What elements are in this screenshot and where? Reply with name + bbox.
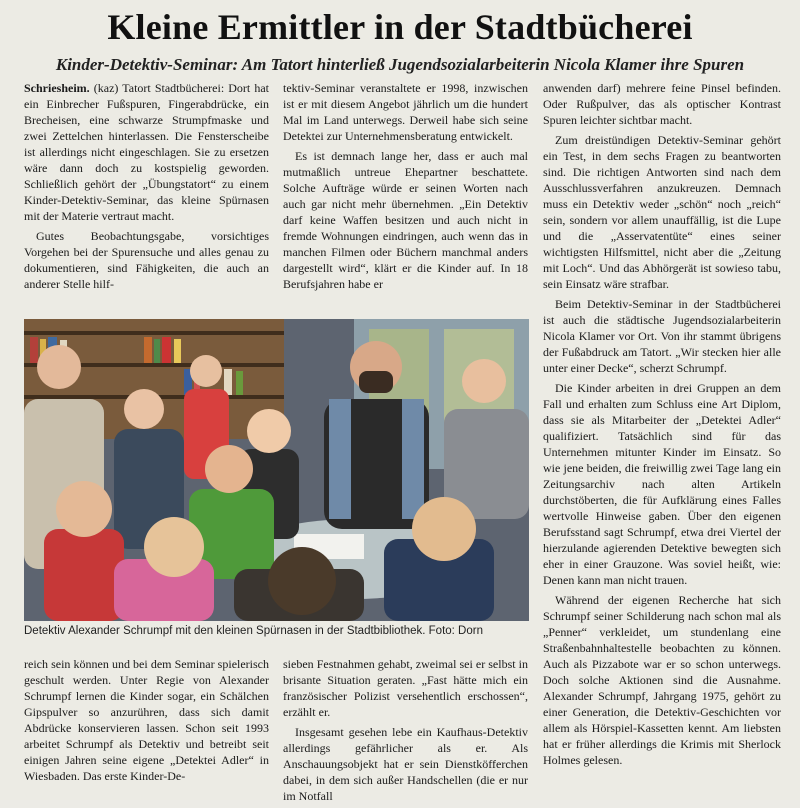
photo-caption: Detektiv Alexander Schrumpf mit den kleinen Spürnasen in der Stadtbibliothek. Foto: Dorn <box>24 625 483 637</box>
column-1 <box>24 80 269 296</box>
subheadline: Kinder-Detektiv-Seminar: Am Tatort hinterließ Jugendsozialarbeiterin Nicola Klamer ihre Spuren <box>55 55 745 74</box>
photo-illustration <box>24 319 529 621</box>
column-1-bottom <box>24 656 269 788</box>
headline: Kleine Ermittler in der Stadtbücherei <box>107 7 693 47</box>
paragraph <box>24 80 269 224</box>
paragraph: Beim Detektiv-Seminar in der Stadtbücherei ist auch die städtische Jugendsozialarbeiterin Nicola Klamer vor Ort. Von ihr stammt übrigens der Fußabdruck am Tatort. „Wir stecken hier alle unter einer Decke“, scherzt Schrumpf. <box>543 297 781 375</box>
paragraph: tektiv-Seminar veranstaltete er 1998, inzwischen ist er mit diesem Angebot jährlich um die hundert Mal im Land unterwegs. Derweil habe sich seine Detektei zur Unternehmensberatung entwickelt. <box>283 81 528 143</box>
paragraph-text: (kaz) Tatort Stadtbücherei: Dort hat ein Einbrecher Fußspuren, Fingerabdrücke, ein Brecheisen, eine schwarze Strumpfmaske und zwei Zettelchen hinterlassen. Die Fensterscheibe ist allerdings nicht eingeschlagen. Sie zu ersetzen wäre dann doch zu kostspielig geworden. Schließlich gehört der „Übungstatort“ zu einem Kinder-Detektiv-Seminar, das kleine Spürnasen mit der Materie vertraut macht. <box>24 81 269 223</box>
paragraph: reich sein können und bei dem Seminar spielerisch geschult werden. Unter Regie von Alexander Schrumpf lernen die Kinder sogar, ein Schälchen Gipspulver so anzurühren, dass sich damit Abdrücke konservieren lassen. Schon seit 1993 arbeitet Schrumpf als Detektiv und betreibt seit einigen Jahren seine eigene „Detektei Adler“ in Wiesbaden. Das erste Kinder-De- <box>24 657 269 783</box>
dateline: Schriesheim. <box>24 81 90 95</box>
column-2-bottom <box>283 656 528 808</box>
paragraph: Die Kinder arbeiten in drei Gruppen an dem Fall und erhalten zum Schluss eine Art Diplom, dass sie als Mitarbeiter der „Detektei Adler“ qualifiziert. Tatsächlich sind für das Unternehmen mitunter Kinder im Einsatz. So wie jene beiden, die freiwillig zwei Tage lang ein Zeitungsarchiv nach alten Artikeln durchstöberten, die für Aufklärung eines Falles wertvolle Hinweise gaben. Über den eigenen Berufsstand sagt Schrumpf, etwa drei Viertel der hierzulande agierenden Detektive bewegten sich eher in einer Grauzone. Was soviel heißt, wie: Denen kann man nicht trauen. <box>543 381 781 587</box>
paragraph: Während der eigenen Recherche hat sich Schrumpf seiner Schilderung nach schon mal als „Penner“ verkleidet, um stundenlang eine Straßenbahnhaltestelle beobachten zu können. Auch als Pizzabote war er so schon unterwegs. Doch solche Aktionen sind die Ausnahme. Alexander Schrumpf, Jahrgang 1975, gehört zu einer Generation, die Detektiv-Geschichten vor allem als Hörspiel-Kassetten kennt. Am liebsten hat er früher allerdings die Krimis mit Sherlock Holmes gelesen. <box>543 593 781 767</box>
paragraph: Gutes Beobachtungsgabe, vorsichtiges Vorgehen bei der Spurensuche und alles genau zu dokumentieren, sind Fähigkeiten, die auch an anderer Stelle hilf- <box>24 229 269 291</box>
article-photo <box>24 319 529 621</box>
paragraph: Zum dreistündigen Detektiv-Seminar gehört ein Test, in dem sechs Fragen zu beantworten sind. Die richtigen Antworten sind nach dem Ausschlussverfahren anzukreuzen. Demnach muss ein Detektiv weder „schön“ noch „reich“ sein, sondern vor allem unauffällig, ist die Lupe und die „Asservatentüte“ eines seiner wichtigsten Hilfsmittel, nicht aber die „Zeitung mit Loch“. Und das Abhörgerät ist sowieso tabu, sein Einsatz wäre strafbar. <box>543 133 781 291</box>
paragraph: Insgesamt gesehen lebe ein Kaufhaus-Detektiv allerdings gefährlicher als er. Als Anschauungsobjekt hat er sein Dienstköfferchen dabei, in dem sich außer Handschellen (die er nur im Notfall <box>283 725 528 803</box>
paragraph: anwenden darf) mehrere feine Pinsel befinden. Oder Rußpulver, das als optischer Kontrast Spuren leichter sichtbar macht. <box>543 81 781 127</box>
column-2 <box>283 80 528 296</box>
paragraph: sieben Festnahmen gehabt, zweimal sei er selbst in brisante Situation geraten. „Fast hätte mich ein französischer Polizist versehentlich erschossen“, erzählt er. <box>283 657 528 719</box>
paragraph: Es ist demnach lange her, dass er auch mal mutmaßlich untreue Ehepartner beschattete. Solche Aufträge würde er seinen Worten nach auch gar nicht mehr übernehmen. „Ein Detektiv darf keine Waffen besitzen und auch nicht in fremde Wohnungen eindringen, auch wenn das in manchen Filmen oder Büchern manchmal anders dargestellt wird“, klärt er die Kinder auf. In 18 Berufsjahren habe er <box>283 149 528 291</box>
column-3 <box>543 80 781 772</box>
